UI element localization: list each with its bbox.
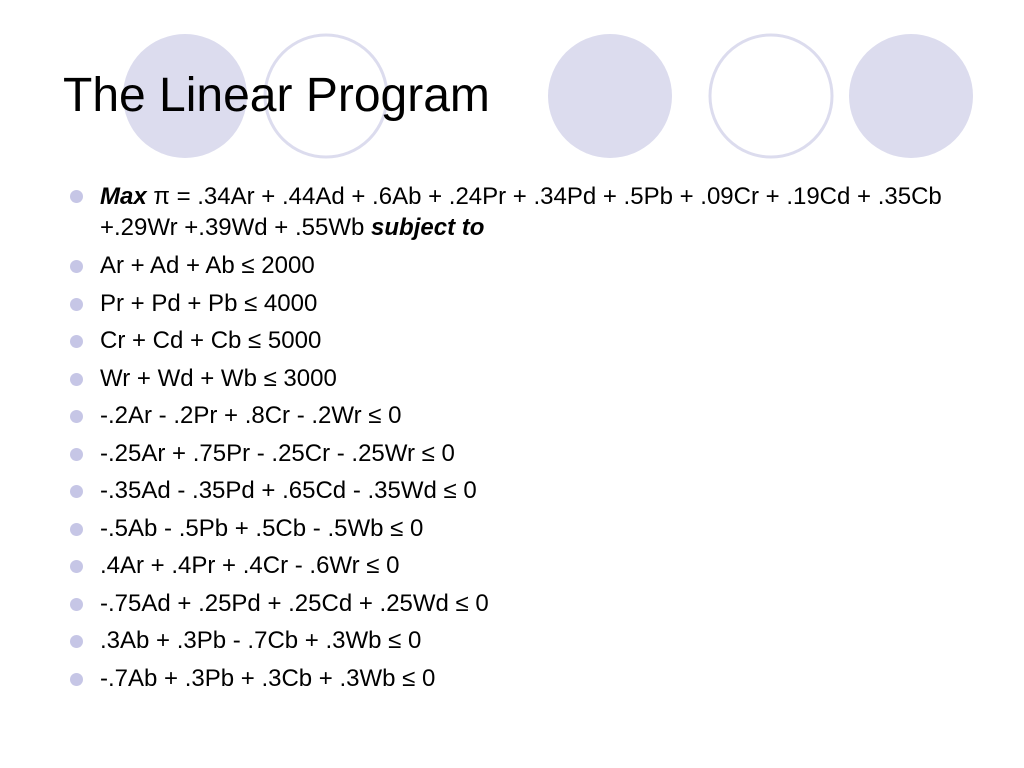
objective-expression: π = .34Ar + .44Ad + .6Ab + .24Pr + .34Pd + .5Pb + .09Cr + .19Cd + .35Cb +.29Wr +.39Wd + .55Wb (100, 183, 942, 241)
bullet-list (70, 181, 970, 701)
constraint-item (70, 439, 970, 469)
constraint-text: .3Ab + .3Pb - .7Cb + .3Wb ≤ 0 (100, 627, 422, 654)
constraint-text: -.35Ad - .35Pd + .65Cd - .35Wd ≤ 0 (100, 477, 477, 504)
subject-to-keyword: subject to (371, 214, 485, 241)
constraint-text: Ar + Ad + Ab ≤ 2000 (100, 252, 315, 279)
constraint-text: -.25Ar + .75Pr - .25Cr - .25Wr ≤ 0 (100, 439, 455, 467)
constraint-text: .4Ar + .4Pr + .4Cr - .6Wr ≤ 0 (100, 552, 400, 579)
bullet-icon (70, 190, 83, 203)
constraint-item (70, 326, 970, 356)
constraint-item (70, 551, 970, 581)
bullet-icon (70, 560, 83, 573)
bullet-icon (70, 373, 83, 386)
constraint-item (70, 364, 970, 394)
bullet-icon (70, 598, 83, 611)
constraint-text: Cr + Cd + Cb ≤ 5000 (100, 327, 322, 354)
constraint-text: -.5Ab - .5Pb + .5Cb - .5Wb ≤ 0 (100, 514, 424, 542)
objective-bullet (70, 181, 970, 243)
constraint-item (70, 626, 970, 656)
constraint-text: Wr + Wd + Wb ≤ 3000 (100, 364, 337, 392)
bullet-icon (70, 335, 83, 348)
bullet-icon (70, 410, 83, 423)
constraint-item (70, 589, 970, 619)
constraint-item (70, 664, 970, 694)
bullet-icon (70, 523, 83, 536)
bullet-icon (70, 485, 83, 498)
slide-title: The Linear Program (63, 69, 490, 122)
constraint-text: -.7Ab + .3Pb + .3Cb + .3Wb ≤ 0 (100, 664, 436, 692)
constraint-item (70, 251, 970, 281)
bullet-icon (70, 260, 83, 273)
constraint-item (70, 401, 970, 431)
constraint-item (70, 289, 970, 319)
constraint-text: -.2Ar - .2Pr + .8Cr - .2Wr ≤ 0 (100, 402, 402, 429)
circle-filled-2 (548, 34, 672, 158)
bullet-icon (70, 635, 83, 648)
max-keyword: Max (100, 183, 147, 210)
circle-filled-3 (849, 34, 973, 158)
constraint-item (70, 514, 970, 544)
bullet-icon (70, 298, 83, 311)
constraint-item (70, 476, 970, 506)
bullet-icon (70, 673, 83, 686)
constraint-text: -.75Ad + .25Pd + .25Cd + .25Wd ≤ 0 (100, 589, 489, 617)
circle-outline-2 (710, 35, 832, 157)
bullet-icon (70, 448, 83, 461)
constraint-text: Pr + Pd + Pb ≤ 4000 (100, 289, 318, 317)
